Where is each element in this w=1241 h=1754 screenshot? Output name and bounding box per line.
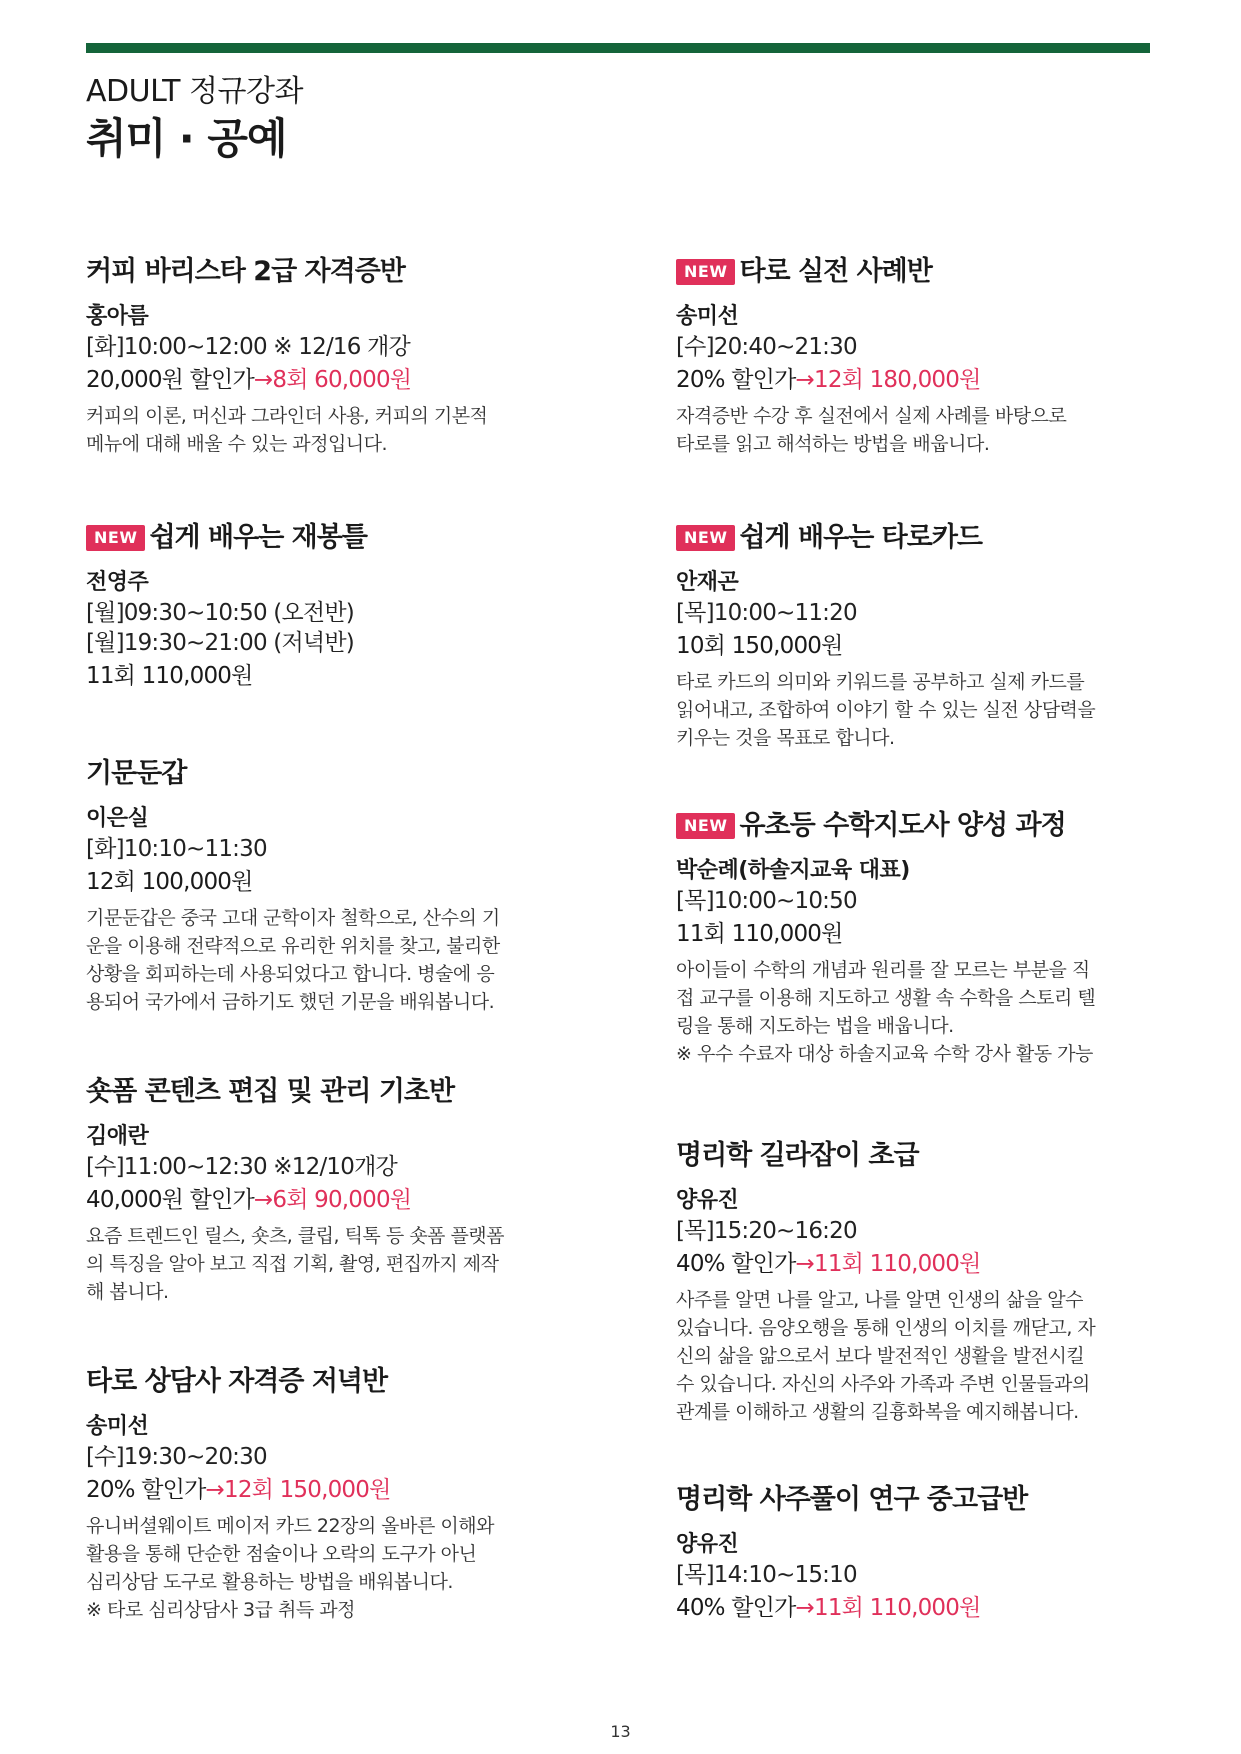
description-line: 용되어 국가에서 금하기도 했던 기문을 배워봅니다. [86,991,495,1013]
course-description [676,668,1176,752]
instructor-name: 전영주 [86,570,149,595]
course-title [86,520,586,556]
section-title: 취미 · 공예 [86,114,287,163]
course-title-text: 쉽게 배우는 재봉틀 [149,522,367,553]
course-description [86,402,586,458]
course-title [676,1138,1176,1174]
course-title-text: 유초등 수학지도사 양성 과정 [739,810,1066,841]
description-line: ※ 우수 수료자 대상 하솔지교육 수학 강사 활동 가능 [676,1043,1093,1065]
description-line: 기문둔갑은 중국 고대 군학이자 철학으로, 산수의 기 [86,907,500,929]
arrow-icon: → [795,1251,814,1277]
description-line: 활용을 통해 단순한 점술이나 오락의 도구가 아닌 [86,1543,477,1565]
description-line: 자격증반 수강 후 실전에서 실제 사례를 바탕으로 [676,405,1067,427]
page-number: 13 [610,1722,631,1741]
instructor-name: 홍아름 [86,304,149,329]
course-title-text: 기문둔갑 [86,758,187,789]
description-line: ※ 타로 심리상담사 3급 취득 과정 [86,1599,355,1621]
description-line: 접 교구를 이용해 지도하고 생활 속 수학을 스토리 텔 [676,987,1096,1009]
course-tarot-counselor [86,1364,586,1624]
schedule-line: [수]19:30~20:30 [86,1444,267,1470]
description-line: 관계를 이해하고 생활의 길흉화복을 예지해봅니다. [676,1401,1079,1423]
description-line: 신의 삶을 앎으로서 보다 발전적인 생활을 발전시킬 [676,1345,1085,1367]
instructor-name: 안재곤 [676,570,739,595]
course-title-text: 명리학 길라잡이 초급 [676,1140,919,1171]
price-line: 10회 150,000원 [676,633,843,659]
course-title-text: 숏폼 콘텐츠 편집 및 관리 기초반 [86,1076,455,1107]
schedule-line: [화]10:10~11:30 [86,836,267,862]
arrow-icon: → [795,1595,814,1621]
course-title [86,254,586,290]
new-badge: NEW [86,525,145,551]
price-line [676,362,1176,398]
instructor-name: 김애란 [86,1124,149,1149]
price-line: 11회 110,000원 [676,921,843,947]
course-title [676,808,1176,844]
schedule-line: [수]11:00~12:30 ※12/10개강 [86,1154,397,1180]
description-line: 운을 이용해 전략적으로 유리한 위치를 찾고, 불리한 [86,935,500,957]
description-line: 상황을 회피하는데 사용되었다고 합니다. 병술에 응 [86,963,495,985]
description-line: 유니버셜웨이트 메이저 카드 22장의 올바른 이해와 [86,1515,494,1537]
price-original: 40% 할인가 [676,1251,796,1277]
description-line: 심리상담 도구로 활용하는 방법을 배워봅니다. [86,1571,453,1593]
new-badge: NEW [676,525,735,551]
course-title [86,756,586,792]
course-title [676,520,1176,556]
course-title-text: 타로 실전 사례반 [739,256,932,287]
course-title [86,1364,586,1400]
description-line: 있습니다. 음양오행을 통해 인생의 이치를 깨닫고, 자 [676,1317,1096,1339]
course-sewing [86,520,586,694]
price-line: 12회 100,000원 [86,869,253,895]
arrow-icon: → [795,367,814,393]
new-badge: NEW [676,259,735,285]
description-line: 요즘 트렌드인 릴스, 숏츠, 클립, 틱톡 등 숏폼 플랫폼 [86,1225,505,1247]
schedule-line: [화]10:00~12:00 ※ 12/16 개강 [86,334,410,360]
course-title-text: 커피 바리스타 2급 자격증반 [86,256,405,287]
instructor-name: 송미선 [86,1414,149,1439]
description-line: 커피의 이론, 머신과 그라인더 사용, 커피의 기본적 [86,405,488,427]
course-myeongri-beginner [676,1138,1176,1426]
price-original: 20% 할인가 [676,367,796,393]
description-line: 타로를 읽고 해석하는 방법을 배웁니다. [676,433,990,455]
price-discounted: 6회 90,000원 [272,1187,412,1213]
course-description [86,1512,586,1624]
course-shortform [86,1074,586,1306]
course-title-text: 명리학 사주풀이 연구 중고급반 [676,1484,1028,1515]
arrow-icon: → [205,1477,224,1503]
course-description [86,904,586,1016]
arrow-icon: → [253,1187,273,1213]
course-title-text: 쉽게 배우는 타로카드 [739,522,983,553]
course-title [676,1482,1176,1518]
price-original: 40% 할인가 [676,1595,796,1621]
description-line: 메뉴에 대해 배울 수 있는 과정입니다. [86,433,388,455]
price-original: 20,000원 할인가 [86,367,254,393]
course-math-instructor [676,808,1176,1068]
price-original: 40,000원 할인가 [86,1187,254,1213]
price-line [676,1590,1176,1626]
schedule-line: [목]15:20~16:20 [676,1218,857,1244]
schedule-line: [목]10:00~10:50 [676,888,857,914]
course-coffee-barista [86,254,586,458]
course-tarot-card [676,520,1176,752]
price-discounted: 11회 110,000원 [813,1595,981,1621]
course-title [86,1074,586,1110]
course-myeongri-advanced [676,1482,1176,1626]
description-line: 의 특징을 알아 보고 직접 기획, 촬영, 편집까지 제작 [86,1253,499,1275]
description-line: 읽어내고, 조합하여 이야기 할 수 있는 실전 상담력을 [676,699,1096,721]
course-description [676,1286,1176,1426]
top-green-bar [86,43,1150,53]
course-description [676,402,1176,458]
schedule-line: [목]14:10~15:10 [676,1562,857,1588]
description-line: 해 봅니다. [86,1281,169,1303]
schedule-line: [월]09:30~10:50 (오전반) [86,600,354,626]
price-line [86,1472,586,1508]
arrow-icon: → [253,367,273,393]
instructor-name: 이은실 [86,806,149,831]
price-discounted: 12회 150,000원 [223,1477,391,1503]
instructor-name: 박순례(하솔지교육 대표) [676,858,910,883]
schedule-line: [수]20:40~21:30 [676,334,857,360]
price-discounted: 8회 60,000원 [272,367,412,393]
price-discounted: 11회 110,000원 [813,1251,981,1277]
price-original: 20% 할인가 [86,1477,206,1503]
instructor-name: 양유진 [676,1532,739,1557]
schedule-line: [목]10:00~11:20 [676,600,857,626]
description-line: 수 있습니다. 자신의 사주와 가족과 주변 인물들과의 [676,1373,1090,1395]
new-badge: NEW [676,813,735,839]
description-line: 사주를 알면 나를 알고, 나를 알면 인생의 삶을 알수 [676,1289,1083,1311]
course-title [676,254,1176,290]
price-discounted: 12회 180,000원 [813,367,981,393]
description-line: 아이들이 수학의 개념과 원리를 잘 모르는 부분을 직 [676,959,1090,981]
description-line: 키우는 것을 목표로 합니다. [676,727,895,749]
price-line: 11회 110,000원 [86,663,253,689]
course-description [676,956,1176,1068]
price-line [86,362,586,398]
description-line: 타로 카드의 의미와 키워드를 공부하고 실제 카드를 [676,671,1085,693]
section-subtitle: ADULT 정규강좌 [86,74,303,109]
price-line [676,1246,1176,1282]
price-line [86,1182,586,1218]
schedule-line: [월]19:30~21:00 (저녁반) [86,630,354,656]
course-tarot-practice [676,254,1176,458]
instructor-name: 양유진 [676,1188,739,1213]
course-description [86,1222,586,1306]
description-line: 링을 통해 지도하는 법을 배웁니다. [676,1015,954,1037]
course-title-text: 타로 상담사 자격증 저녁반 [86,1366,388,1397]
course-gimun-dungap [86,756,586,1016]
instructor-name: 송미선 [676,304,739,329]
